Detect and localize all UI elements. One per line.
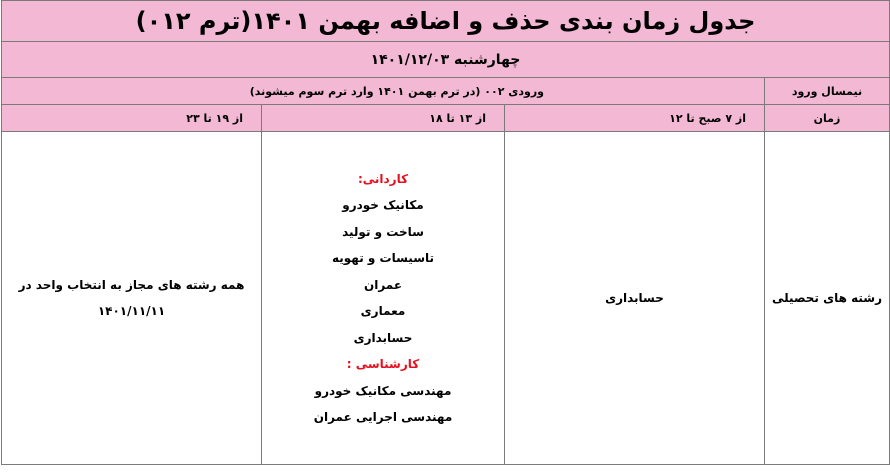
schedule-table xyxy=(1,0,890,465)
bachelor-heading: کارشناسی : xyxy=(346,357,420,371)
entry-label: نیمسال ورود xyxy=(765,78,890,105)
morning-fields: حسابداری xyxy=(505,132,765,465)
list-item: عمران xyxy=(363,277,403,292)
associate-heading: کاردانی: xyxy=(357,171,409,186)
fields-label: رشته های تحصیلی xyxy=(765,132,890,465)
list-item: تاسیسات و تهویه xyxy=(331,251,435,265)
evening-note: همه رشته های مجاز به انتخاب واحد در xyxy=(18,278,245,292)
afternoon-fields xyxy=(262,132,505,465)
list-item: مهندسی مکانیک خودرو xyxy=(314,383,452,398)
entry-value: ورودی ۰۰۲ (در ترم بهمن ۱۴۰۱ وارد ترم سوم میشوند) xyxy=(2,78,765,105)
time-slot-afternoon: از ۱۳ تا ۱۸ xyxy=(262,105,505,132)
list-item: معماری xyxy=(360,304,406,318)
list-item: مهندسی اجرایی عمران xyxy=(313,410,453,424)
table-title: جدول زمان بندی حذف و اضافه بهمن ۱۴۰۱(ترم ۰۱۲) xyxy=(2,1,890,42)
time-label: زمان xyxy=(765,105,890,132)
time-slot-evening: از ۱۹ تا ۲۳ xyxy=(2,105,262,132)
list-item: مکانیک خودرو xyxy=(342,198,424,212)
list-item: حسابداری xyxy=(353,330,413,345)
table-date: چهارشنبه ۱۴۰۱/۱۲/۰۳ xyxy=(2,42,890,78)
list-item: ساخت و تولید xyxy=(342,224,424,239)
evening-fields xyxy=(2,132,262,465)
time-slot-morning: از ۷ صبح تا ۱۲ xyxy=(505,105,765,132)
evening-date: ۱۴۰۱/۱۱/۱۱ xyxy=(97,304,166,318)
